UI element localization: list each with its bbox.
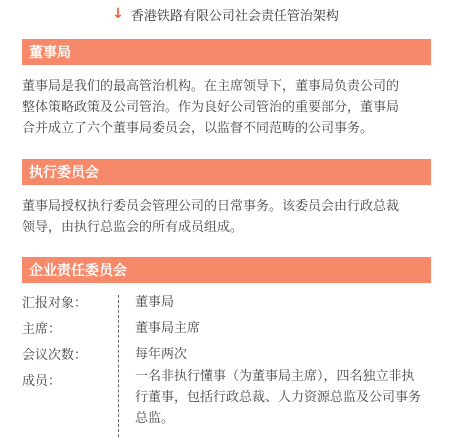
section-header-board — [22, 39, 431, 65]
row-value-reporting-line: 董事局 — [135, 295, 175, 310]
section-header-executive — [22, 159, 431, 185]
row-value-chair — [135, 318, 431, 339]
row-value-meetings — [135, 344, 431, 365]
section-title-executive: 执行委员会 — [29, 165, 99, 181]
board-description — [22, 76, 434, 139]
row-value-members-line-2: 行董事，包括行政总裁、人力资源总监及公司事务 — [135, 390, 422, 405]
row-value-reporting — [135, 292, 431, 313]
top-nav-link[interactable] — [0, 0, 451, 28]
section-title-csr: 企业责任委员会 — [29, 263, 127, 279]
row-value-meetings-line: 每年两次 — [135, 347, 188, 362]
row-label-chair: 主席： — [22, 322, 62, 337]
top-nav-link-text: 香港铁路有限公司社会责任管治架构 — [130, 8, 339, 24]
row-value-members — [135, 366, 431, 429]
executive-description-line-1: 董事局授权执行委员会管理公司的日常事务。该委员会由行政总裁 — [22, 199, 400, 214]
section-title-board: 董事局 — [29, 45, 71, 61]
row-value-members-line-3: 总监。 — [135, 411, 175, 426]
row-label-members: 成员： — [22, 374, 62, 389]
row-value-chair-line: 董事局主席 — [135, 321, 201, 336]
section-header-csr — [22, 257, 431, 283]
board-description-line-2: 整体策略政策及公司管治。作为良好公司管治的重要部分，董事局 — [22, 100, 400, 115]
dotted-divider — [118, 295, 119, 437]
row-value-members-line-1: 一名非执行懂事（为董事局主席），四名独立非执 — [135, 369, 415, 384]
board-description-line-3: 合并成立了六个董事局委员会，以监督不同范畴的公司事务。 — [22, 121, 374, 136]
down-arrow-icon: ↓ — [112, 6, 124, 22]
board-description-line-1: 董事局是我们的最高管治机构。在主席领导下，董事局负责公司的 — [22, 79, 400, 94]
row-label-reporting: 汇报对象： — [22, 296, 88, 311]
executive-description-line-2: 领导，由执行总监会的所有成员组成。 — [22, 220, 244, 235]
row-label-meetings: 会议次数： — [22, 348, 88, 363]
csr-committee-table — [22, 289, 434, 438]
executive-description — [22, 196, 434, 238]
